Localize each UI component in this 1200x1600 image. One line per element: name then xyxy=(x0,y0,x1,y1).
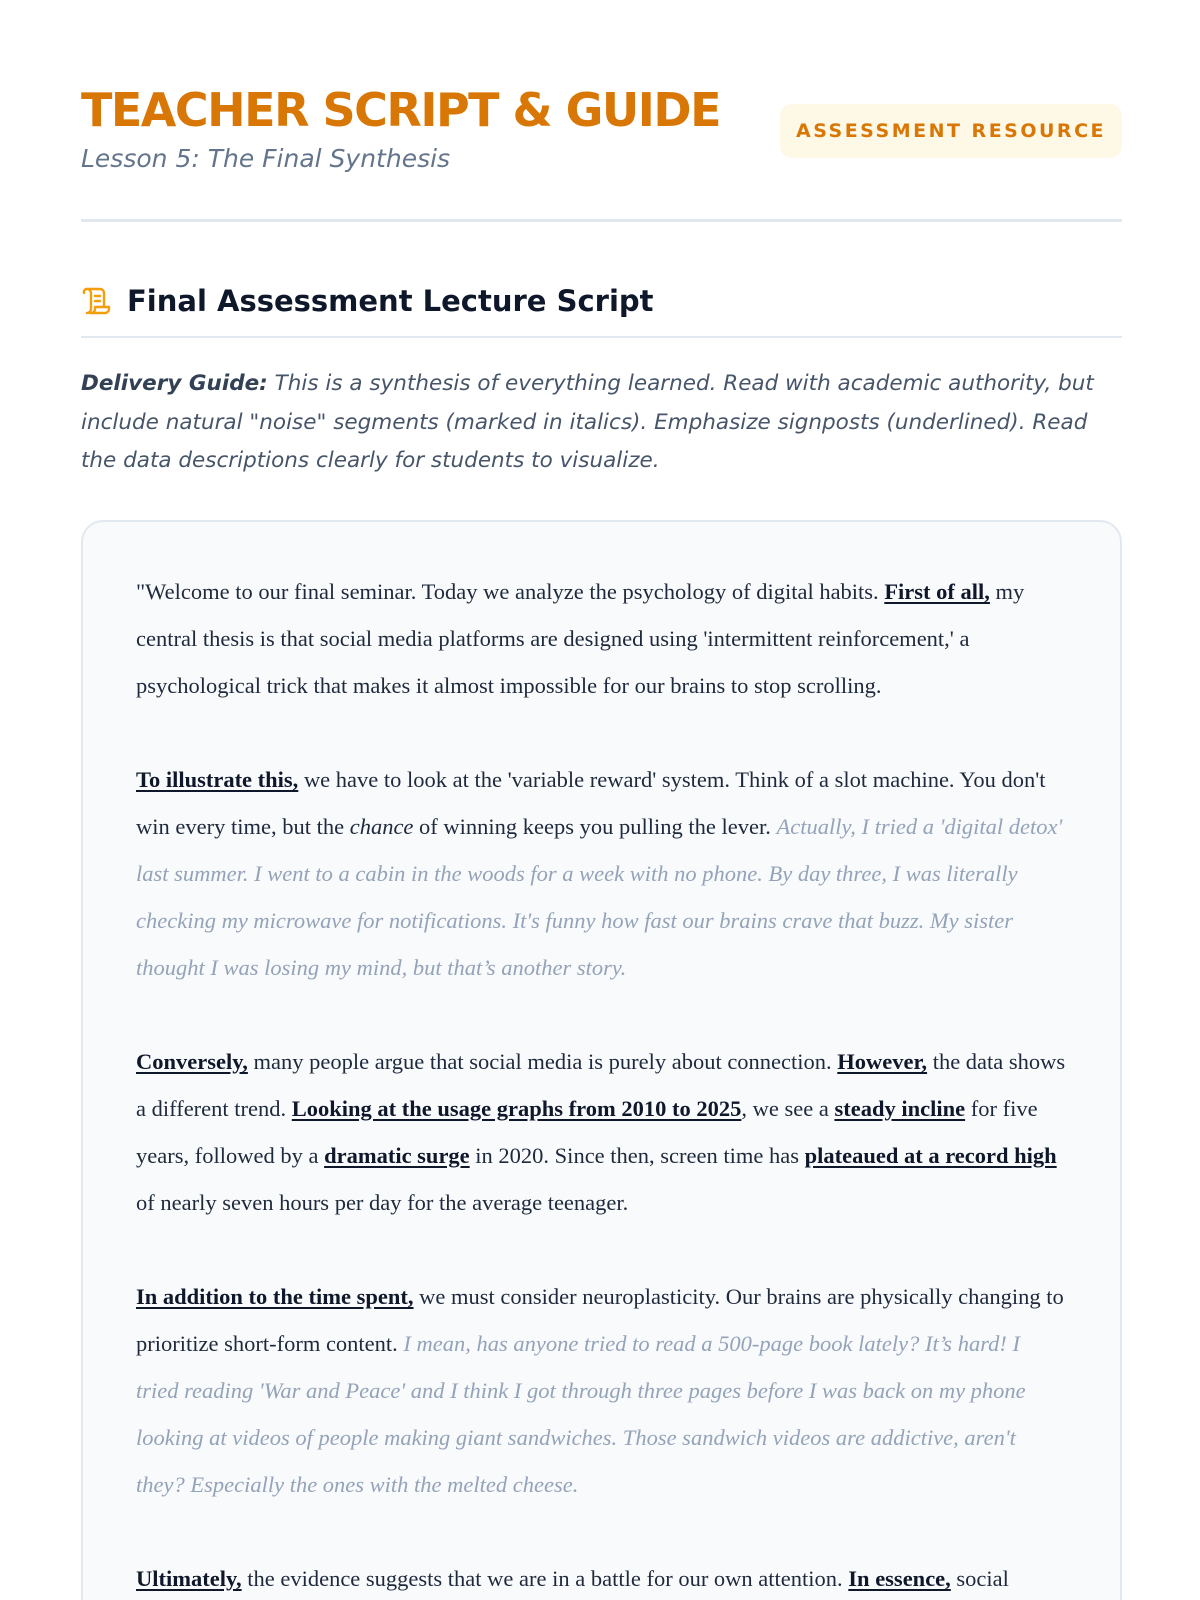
script-text: in 2020. Since then, screen time has xyxy=(469,1143,805,1168)
signpost: To illustrate this, xyxy=(136,767,299,792)
script-paragraph xyxy=(136,1273,1068,1508)
scroll-icon xyxy=(81,286,113,318)
signpost: First of all, xyxy=(884,579,990,604)
script-text: "Welcome to our final seminar. Today we analyze the psychology of digital habits. xyxy=(136,579,885,604)
signpost: dramatic surge xyxy=(324,1143,470,1168)
script-text: my central thesis is that social media platforms are designed using 'intermittent reinforcement,' a psychological trick that makes it almost impossible for our brains to stop scrolling. xyxy=(136,579,1025,698)
page xyxy=(81,0,1122,1591)
delivery-guide xyxy=(81,365,1122,481)
signpost: In addition to the time spent, xyxy=(136,1284,414,1309)
script-text: , we see a xyxy=(741,1096,835,1121)
header xyxy=(81,0,1122,222)
lesson-subtitle: Lesson 5: The Final Synthesis xyxy=(81,144,451,173)
signpost: Looking at the usage graphs from 2010 to 2025 xyxy=(291,1096,742,1121)
emphasis-text: chance xyxy=(349,814,414,839)
noise-segment: Actually, I tried a 'digital detox' last summer. I went to a cabin in the woods for a week with no phone. By day three, I was literally checking my microwave for notifications. It's funny how fast our brains crave that buzz. My sister thought I was losing my mind, but that’s another story. xyxy=(136,814,1063,980)
script-text: we must consider neuroplasticity. Our brains are physically changing to prioritize short-form content. xyxy=(136,1284,1064,1356)
script-text: the evidence suggests that we are in a battle for our own attention. xyxy=(241,1566,849,1591)
signpost: However, xyxy=(837,1049,928,1074)
script-text: of winning keeps you pulling the lever. xyxy=(413,814,777,839)
section-title: Final Assessment Lecture Script xyxy=(127,284,654,318)
script-text: of nearly seven hours per day for the average teenager. xyxy=(136,1190,629,1215)
script-paragraph xyxy=(136,1555,1068,1600)
script-paragraph xyxy=(136,568,1068,709)
delivery-guide-label: Delivery Guide: xyxy=(81,371,268,396)
noise-segment: I mean, has anyone tried to read a 500-page book lately? It’s hard! I tried reading 'War and Peace' and I think I got through three pages before I was back on my phone looking at videos of people making giant sandwiches. Those sandwich videos are addictive, aren't they? Especially the ones with the melted cheese. xyxy=(136,1331,1026,1497)
script-text: social xyxy=(950,1566,1009,1591)
script-text: many people argue that social media is purely about connection. xyxy=(247,1049,838,1074)
script-text: we have to look at the 'variable reward' system. Think of a slot machine. You don't win every time, but the xyxy=(136,767,1046,839)
delivery-guide-text: This is a synthesis of everything learned. Read with academic authority, but include natural "noise" segments (marked in italics). Emphasize signposts (underlined). Read the data descriptions clearly for students to visualize. xyxy=(81,371,1094,473)
script-text: for five years, followed by a xyxy=(136,1096,1038,1168)
script-text: the data shows a different trend. xyxy=(136,1049,1066,1121)
signpost: plateaued at a record high xyxy=(804,1143,1057,1168)
lecture-script-box xyxy=(81,520,1122,1600)
page-title: TEACHER SCRIPT & GUIDE xyxy=(81,83,721,137)
script-paragraph xyxy=(136,756,1068,991)
script-paragraph xyxy=(136,1038,1068,1226)
signpost: In essence, xyxy=(848,1566,951,1591)
assessment-resource-badge: ASSESSMENT RESOURCE xyxy=(780,104,1122,158)
section-header xyxy=(81,278,1122,338)
signpost: steady incline xyxy=(834,1096,966,1121)
signpost: Conversely, xyxy=(136,1049,248,1074)
signpost: Ultimately, xyxy=(136,1566,242,1591)
